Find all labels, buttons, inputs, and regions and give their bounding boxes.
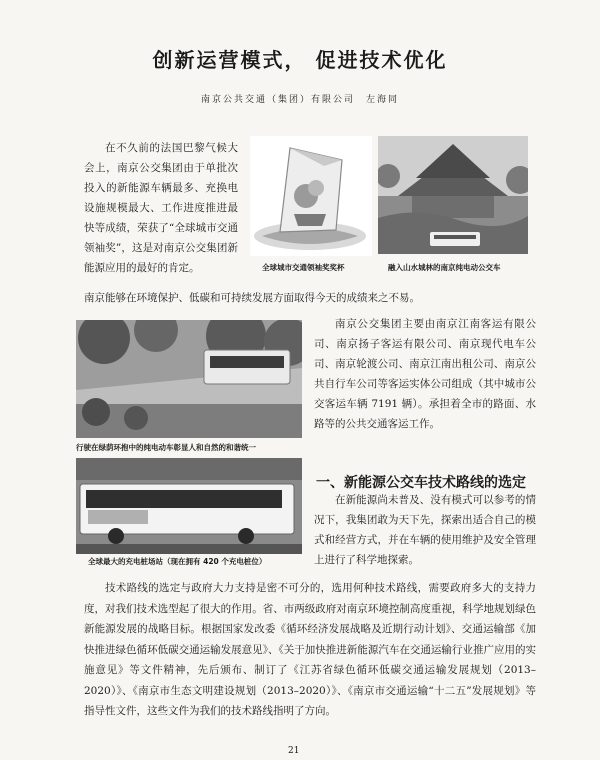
trophy-caption: 全球城市交通领袖奖奖杯 (262, 263, 345, 272)
pavilion-illustration (378, 136, 528, 254)
article-byline: 南京公共交通（集团）有限公司 左海同 (200, 95, 399, 105)
tree-road-illustration (76, 320, 302, 438)
policy-paragraph: 技术路线的选定与政府大力支持是密不可分的，选用何种技术路线，需要政府多大的支持力度，对我们技术选型起了很大的作用。省、市两级政府对南京环境控制高度重视，科学地规划绿色新能源发展的战略目标。根据国家发改委《循环经济发展战略及近期行动计划》、交通运输部《加快推进绿色循环低碳交通运输发展意见》、《关于加快推进新能源汽车在交通运输行业推广应用的实施意见》等文件精神，先后颁布、制订了《江苏省绿色循环低碳交通运输发展规划（2013–2020）》、《南京市生态文明建设规划（2013–2020）》、《南京市交通运输“十二五”发展规划》等指导性文件，这些文件为我们的技术路线指明了方向。 (84, 582, 536, 717)
page-number: 21 (288, 746, 300, 756)
tree-road-bus-photo (76, 320, 302, 438)
section-paragraph: 在新能源尚未普及、没有模式可以参考的情况下，我集团敢为天下先，探索出适合自己的模式和经营方式，并在车辆的使用维护及安全管理上进行了科学地探索。 (314, 494, 536, 566)
section-heading: 一、新能源公交车技术路线的选定 (316, 474, 526, 491)
company-paragraph: 南京公交集团主要由南京江南客运有限公司、南京扬子客运有限公司、南京现代电车公司、南京轮渡公司、南京江南出租公司、南京公共自行车公司等客运实体公司组成（其中城市公交客运车辆 7191 辆）。承担着全市的路面、水路等的公共交通客运工作。 (314, 318, 536, 430)
charging-station-photo (76, 458, 302, 554)
intro-continued-paragraph: 南京能够在环境保护、低碳和可持续发展方面取得今天的成绩来之不易。 (84, 292, 420, 304)
trophy-photo (250, 136, 372, 256)
tree-road-bus-caption: 行驶在绿荫环抱中的纯电动车彰显人和自然的和谐统一 (76, 443, 256, 452)
charging-station-illustration (76, 458, 302, 554)
trophy-illustration (250, 136, 372, 256)
pavilion-bus-caption: 融入山水城林的南京纯电动公交车 (388, 263, 501, 272)
intro-paragraph: 在不久前的法国巴黎气候大会上，南京公交集团由于单批次投入的新能源车辆最多、充换电设施规模最大、工作进度推进最快等成绩，荣获了“全球城市交通领袖奖”，这是对南京公交集团新能源应用的最好的肯定。 (84, 142, 238, 274)
charging-station-caption: 全球最大的充电桩场站（现在拥有 420 个充电桩位） (88, 557, 267, 566)
pavilion-bus-photo (378, 136, 528, 254)
article-title: 创新运营模式， 促进技术优化 (152, 48, 448, 72)
